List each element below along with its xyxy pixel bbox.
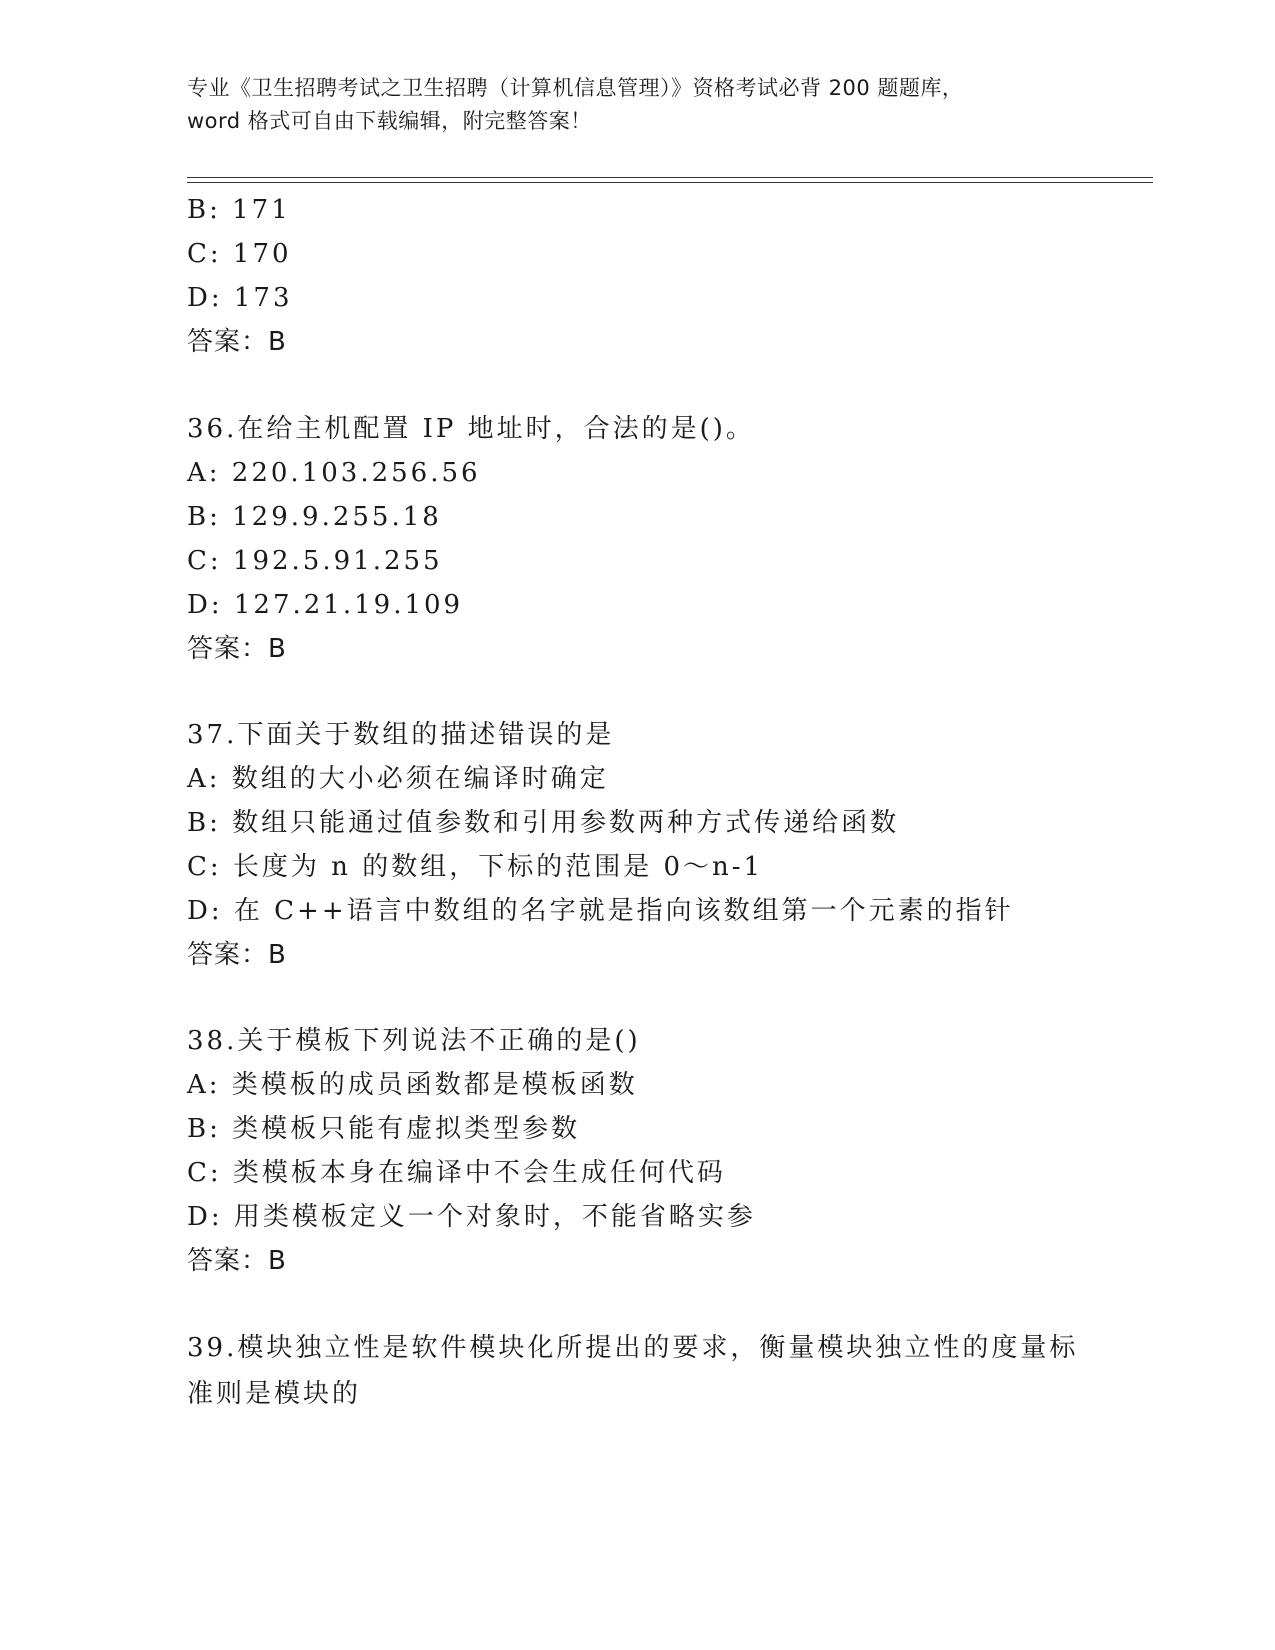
- q36-option-b: B: 129.9.255.18: [187, 502, 442, 532]
- q36-option-a: A: 220.103.256.56: [187, 458, 481, 488]
- q38-answer: 答案：B: [187, 1246, 287, 1276]
- q37-option-a: A: 数组的大小必须在编译时确定: [187, 764, 609, 794]
- q36-title: 36.在给主机配置 IP 地址时，合法的是()。: [187, 414, 755, 444]
- q35-answer: 答案：B: [187, 327, 287, 357]
- q37-option-c: C: 长度为 n 的数组，下标的范围是 0～n-1: [187, 852, 764, 882]
- q37-option-d: D: 在 C++语言中数组的名字就是指向该数组第一个元素的指针: [187, 896, 1014, 926]
- header-line-1: 专业《卫生招聘考试之卫生招聘（计算机信息管理）》资格考试必背 200 题题库，: [187, 76, 964, 100]
- q35-option-c: C: 170: [187, 239, 292, 269]
- q36-option-d: D: 127.21.19.109: [187, 590, 464, 620]
- q37-option-b: B: 数组只能通过值参数和引用参数两种方式传递给函数: [187, 808, 900, 838]
- q38-option-c: C: 类模板本身在编译中不会生成任何代码: [187, 1158, 726, 1188]
- q37-title: 37.下面关于数组的描述错误的是: [187, 720, 615, 750]
- document-header: [187, 72, 1087, 138]
- q37-answer: 答案：B: [187, 940, 287, 970]
- q36-answer: 答案：B: [187, 634, 287, 664]
- q35-option-b: B: 171: [187, 195, 291, 225]
- q38-option-a: A: 类模板的成员函数都是模板函数: [187, 1070, 638, 1100]
- q38-option-b: B: 类模板只能有虚拟类型参数: [187, 1114, 581, 1144]
- q39-title-line-2: 准则是模块的: [187, 1379, 362, 1409]
- header-divider-top: [187, 177, 1153, 178]
- header-divider-bottom: [187, 182, 1153, 183]
- q39-title: [187, 1325, 1087, 1417]
- q38-option-d: D: 用类模板定义一个对象时，不能省略实参: [187, 1202, 756, 1232]
- header-line-2: word 格式可自由下载编辑，附完整答案！: [187, 109, 592, 133]
- q35-option-d: D: 173: [187, 283, 293, 313]
- q38-title: 38.关于模板下列说法不正确的是(): [187, 1026, 641, 1056]
- q39-title-line-1: 39.模块独立性是软件模块化所提出的要求，衡量模块独立性的度量标: [187, 1333, 1079, 1363]
- q36-option-c: C: 192.5.91.255: [187, 546, 443, 576]
